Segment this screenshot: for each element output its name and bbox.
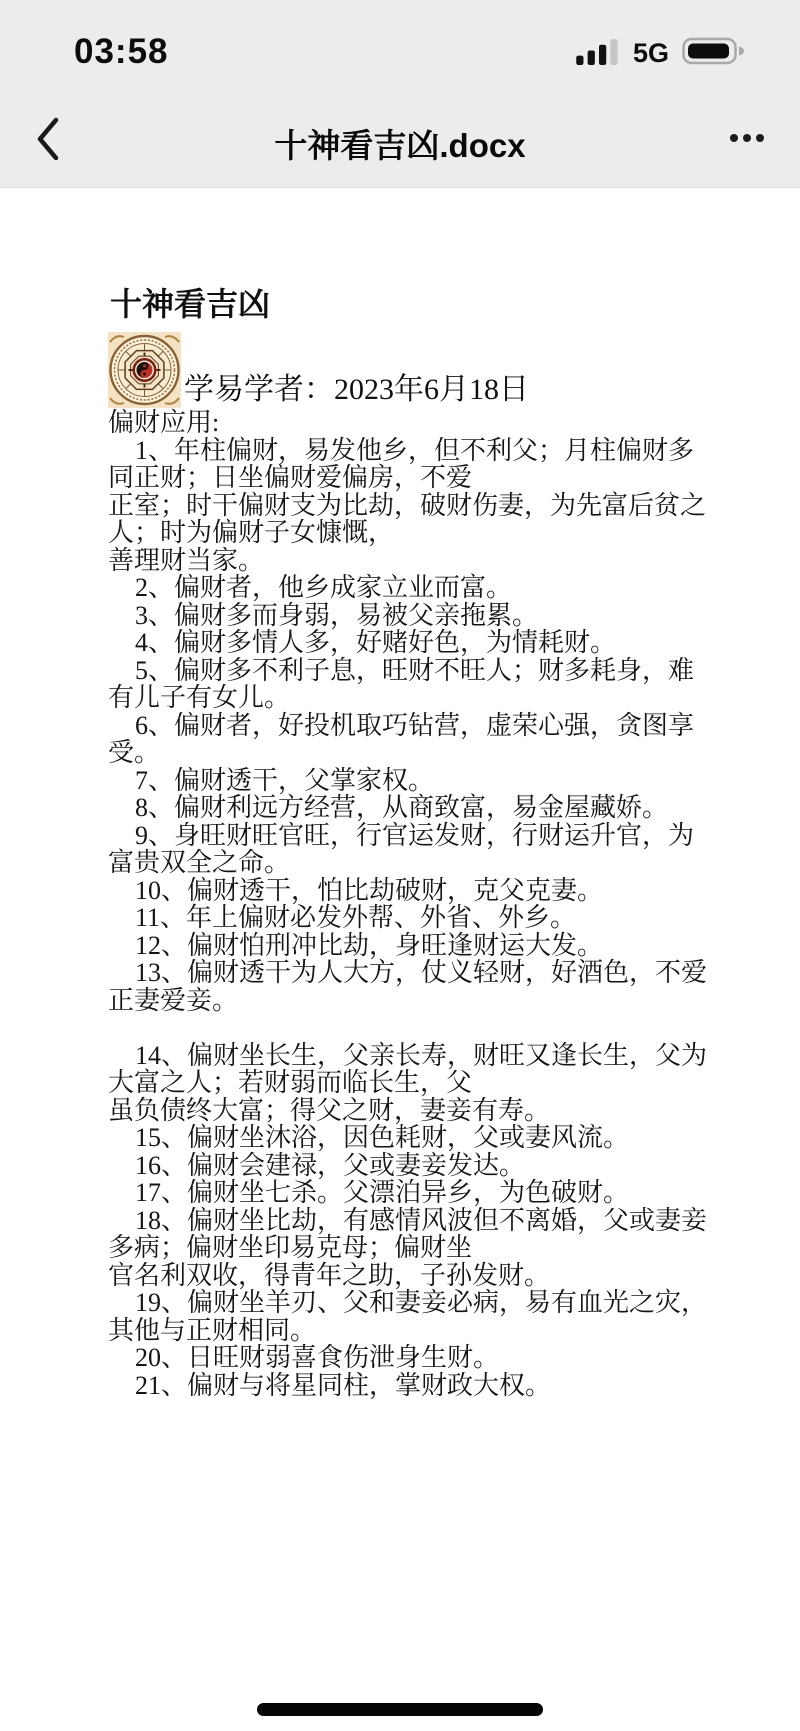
- document-line: 18、偏财坐比劫，有感情风波但不离婚，父或妻妾: [135, 1205, 708, 1235]
- chevron-left-icon: [36, 117, 60, 164]
- back-button[interactable]: [26, 112, 70, 168]
- battery-icon: [680, 35, 748, 72]
- document-line: 官名利双收，得青年之助，子孙发财。: [108, 1260, 551, 1290]
- document-filename-title: 十神看吉凶.docx: [274, 127, 526, 164]
- home-indicator[interactable]: [257, 1703, 543, 1716]
- signal-strength-icon: [576, 36, 622, 71]
- document-line: 15、偏财坐沐浴，因色耗财，父或妻风流。: [135, 1123, 630, 1152]
- document-line: 5、偏财多不利子息，旺财不旺人；财多耗身，难: [135, 655, 695, 685]
- document-title: 十神看吉凶: [110, 286, 271, 322]
- feng-shui-compass-image: [108, 332, 181, 408]
- document-line: 受。: [108, 738, 161, 767]
- document-line: 9、身旺财旺官旺，行官运发财，行财运升官，为: [135, 820, 695, 850]
- document-body: [108, 409, 800, 1399]
- document-line: 10、偏财透干，怕比劫破财，克父克妻。: [135, 875, 604, 905]
- document-line: 大富之人；若财弱而临长生，父: [108, 1068, 473, 1097]
- ellipsis-icon: [730, 134, 764, 142]
- document-line: 多病；偏财坐印易克母；偏财坐: [108, 1233, 473, 1262]
- document-line: 3、偏财多而身弱，易被父亲拖累。: [135, 600, 539, 630]
- document-line: 2、偏财者，他乡成家立业而富。: [135, 573, 513, 602]
- document-byline-row: [108, 332, 529, 408]
- document-line: 6、偏财者，好投机取巧钻营，虚荣心强，贪图享: [135, 710, 695, 740]
- network-type-label: 5G: [632, 37, 669, 68]
- document-line: 13、偏财透干为人大方，仗义轻财，好酒色，不爱: [135, 958, 708, 987]
- document-line: 7、偏财透干，父掌家权。: [135, 765, 435, 795]
- document-line: 偏财应用:: [108, 408, 220, 437]
- document-line: 16、偏财会建禄，父或妻妾发达。: [135, 1150, 526, 1180]
- document-line: 17、偏财坐七杀。父漂泊异乡，为色破财。: [135, 1178, 630, 1207]
- document-line: 其他与正财相同。: [108, 1315, 317, 1345]
- document-line: 虽负债终大富；得父之财，妻妾有寿。: [108, 1095, 551, 1125]
- document-line: 20、日旺财弱喜食伤泄身生财。: [135, 1343, 500, 1372]
- document-line: 14、偏财坐长生，父亲长寿，财旺又逢长生，父为: [135, 1040, 708, 1070]
- document-line: 善理财当家。: [108, 545, 265, 575]
- document-line: 正室；时干偏财支为比劫，破财伤妻，为先富后贫之: [108, 490, 707, 520]
- document-byline: 学易学者：2023年6月18日: [184, 373, 529, 406]
- document-line: 12、偏财怕刑冲比劫，身旺逢财运大发。: [135, 930, 604, 960]
- status-time: 03:58: [74, 32, 169, 71]
- header: [0, 0, 800, 188]
- document-line: 正妻爱妾。: [108, 985, 239, 1015]
- document-line: 有儿子有女儿。: [108, 683, 291, 712]
- document-line: 4、偏财多情人多，好赌好色，为情耗财。: [135, 628, 617, 657]
- document-line: 人；时为偏财子女慷慨，: [108, 518, 395, 547]
- document-line: 11、年上偏财必发外帮、外省、外乡。: [135, 903, 577, 932]
- document-line: 21、偏财与将星同柱，掌财政大权。: [135, 1370, 552, 1400]
- document-line: 富贵双全之命。: [108, 848, 291, 877]
- status-icons: [576, 34, 748, 72]
- more-options-button[interactable]: [720, 124, 764, 152]
- document-line: 8、偏财利远方经营，从商致富，易金屋藏娇。: [135, 793, 669, 822]
- document-line: [108, 1014, 800, 1042]
- document-line: 同正财；日坐偏财爱偏房，不爱: [108, 463, 473, 492]
- document-line: 1、年柱偏财，易发他乡，但不利父；月柱偏财多: [135, 435, 695, 465]
- document-line: 19、偏财坐羊刃、父和妻妾必病，易有血光之灾，: [135, 1288, 708, 1317]
- document-viewport[interactable]: [0, 189, 800, 1731]
